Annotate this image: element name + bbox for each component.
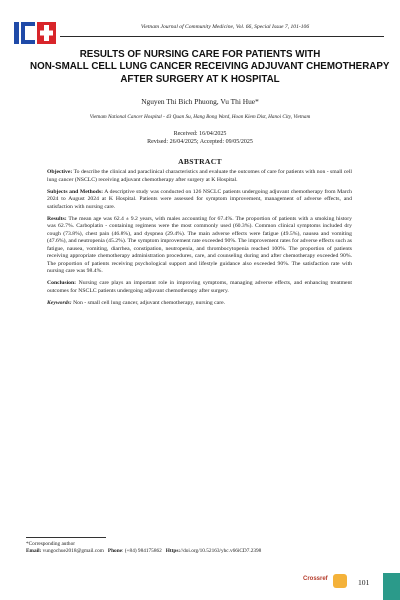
page-corner-tab — [383, 573, 400, 600]
affiliation: Vietnam National Cancer Hospital - 43 Quan Su, Hang Bong Ward, Hoan Kiem Dist, Hanoi City, Vietnam — [89, 114, 311, 120]
https-label: Https: — [165, 548, 181, 555]
email-link[interactable]: vungochue2018@gmail.com — [42, 548, 104, 555]
objective-label: Objective: — [47, 169, 73, 175]
footnote — [26, 541, 390, 556]
conclusion-text: Nursing care plays an important role in improving symptoms, managing adverse effects, and enhancing treatment outcomes for NSCLC patients undergoing adjuvant chemotherapy after surgery. — [47, 280, 353, 294]
title-line: RESULTS OF NURSING CARE FOR PATIENTS WITH — [79, 49, 321, 60]
conclusion-label: Conclusion: — [47, 280, 77, 287]
doi-link[interactable]: //doi.org/10.52163/yhc.v66iCD7.2398 — [180, 548, 262, 555]
keywords-text: Non - small cell lung cancer, adjuvant chemotherapy, nursing care. — [73, 299, 226, 306]
contact-line — [26, 548, 390, 555]
results-label: Results: — [47, 215, 67, 222]
methods-text: A descriptive study was conducted on 126 NSCLC patients undergoing adjuvant chemotherapy from March 2024 to August 2024 at K Hospital. Patients were assessed for symptom improvement, management of adverse effects, and satisfaction with nursing care. — [47, 188, 352, 210]
phone-label: Phone — [107, 548, 122, 555]
abstract-objective — [47, 169, 352, 184]
abstract-results — [47, 216, 352, 276]
article-title — [30, 49, 390, 86]
journal-logo — [14, 22, 56, 44]
page-number: 101 — [358, 578, 370, 587]
keywords-label: Keywords: — [47, 299, 72, 306]
title-line: AFTER SURGERY AT K HOSPITAL — [120, 73, 280, 85]
crossref-label: Crossref — [303, 576, 328, 582]
authors: Nguyen Thi Bich Phuong, Vu Thi Hue* — [141, 97, 259, 106]
phone-value: : (+84) 984175862 — [122, 548, 162, 555]
title-line: NON-SMALL CELL LUNG CANCER RECEIVING ADJUVANT CHEMOTHERAPY — [30, 61, 390, 73]
methods-label: Subjects and Methods: — [47, 188, 103, 195]
journal-citation: Vietnam Journal of Community Medicine, Vol. 66, Special Issue 7, 101-106 — [140, 24, 310, 30]
received-date: Received: 16/04/2025 — [173, 131, 227, 137]
footnote-rule — [26, 537, 106, 538]
abstract-heading: ABSTRACT — [178, 157, 222, 166]
results-text: The mean age was 62.4 ± 9.2 years, with males accounting for 67.4%. The proportion of patients with a smoking history was 62.7%. Carboplatin - containing regimens were the most commonly used (60.3%). Common clinical symptoms included dry cough (73.8%), chest pain (46.8%), and dyspnea (29.4%). The main adverse effects were fatigue (49.5%), nausea and vomiting (47.6%), and neutropenia (45.2%). The symptom improvement rate exceeded 90%. The improvement rates for adverse effects such as fatigue, nausea, vomiting, diarrhea, constipation, neutropenia, and thrombocytopenia reached 100%. The proportion of patients receiving appropriate chemotherapy administration procedures, care, and counseling during and after chemotherapy exceeded 90%. The proportion of patients receiving psychological support and lifestyle guidance also exceeded 90%. The satisfaction rate with nursing care was 98.4%. — [47, 215, 352, 275]
abstract-body — [47, 169, 352, 312]
corresponding-note: *Corresponding author — [26, 541, 75, 547]
objective-text: To describe the clinical and paraclinical characteristics and evaluate the outcomes of care for patients with non - small cell lung cancer (NSCLC) receiving adjuvant chemotherapy after surgery at K Hospital. — [47, 169, 352, 183]
crossref-icon — [333, 574, 347, 588]
abstract-keywords — [47, 300, 352, 308]
crossref-badge[interactable] — [303, 574, 349, 590]
header-rule — [60, 36, 384, 37]
email-label: Email: — [26, 548, 42, 555]
abstract-methods — [47, 189, 352, 212]
abstract-conclusion — [47, 280, 352, 295]
revised-accepted-date: Revised: 26/04/2025; Accepted: 09/05/2025 — [147, 139, 253, 146]
article-dates — [0, 130, 400, 146]
